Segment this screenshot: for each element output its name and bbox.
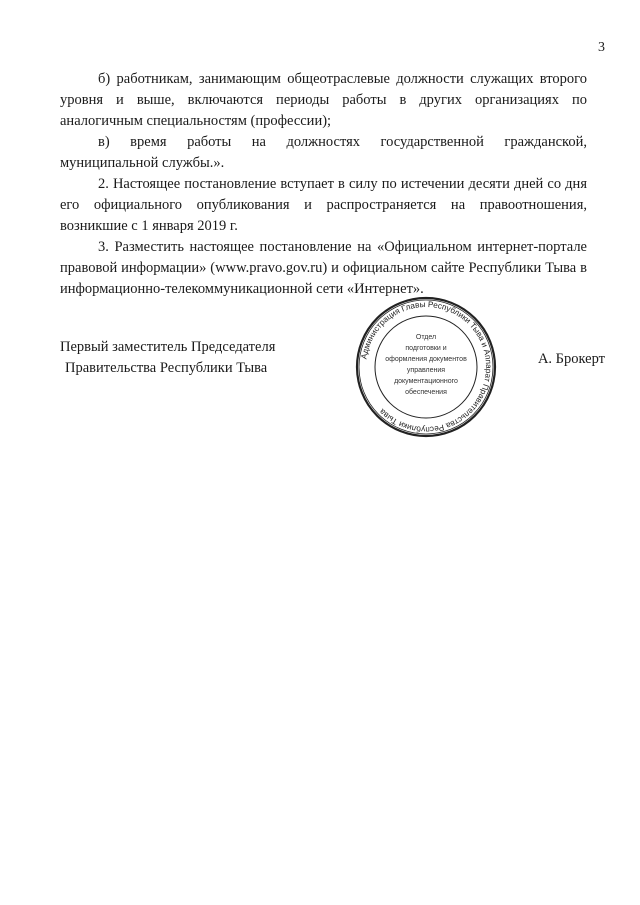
seal-center-line5: документационного (394, 378, 458, 385)
paragraph-2: 2. Настоящее постановление вступает в силу по истечении десяти дней со дня его официального опубликования и распространяется на правоотношения, возникшие с 1 января 2019 г. (60, 176, 587, 234)
paragraph-3: 3. Разместить настоящее постановление на «Официальном интернет-портале правовой информации» (www.pravo.gov.ru) и официальном сайте Республики Тыва в информационно-телекоммуникационной сети «Интернет». (60, 239, 587, 297)
signatory-position (60, 337, 275, 379)
seal-center-line4: управления (406, 367, 446, 374)
seal-center-line1: Отдел (415, 334, 437, 341)
signatory-position-line2: Правительства Республики Тыва (65, 360, 268, 376)
signatory-position-line1: Первый заместитель Председателя (60, 339, 276, 355)
signatory-name: А. Брокерт (537, 351, 605, 367)
seal-ring-text: Администрация Главы Республики Тыва и Аппарат Правительства Республики Тыва (359, 299, 494, 435)
seal-center-line2: подготовки и (405, 345, 447, 352)
official-seal (355, 296, 497, 438)
seal-center-line3: оформления документов (385, 356, 467, 363)
paragraph-v: в) время работы на должностях государственной гражданской, муниципальной службы.». (60, 134, 587, 171)
page-number: 3 (598, 40, 605, 55)
document-body (60, 69, 587, 300)
paragraph-b: б) работникам, занимающим общеотраслевые должности служащих второго уровня и выше, включаются периоды работы в других организациях по аналогичным специальностям (профессии); (60, 71, 587, 129)
seal-center-line6: обеспечения (405, 389, 447, 396)
